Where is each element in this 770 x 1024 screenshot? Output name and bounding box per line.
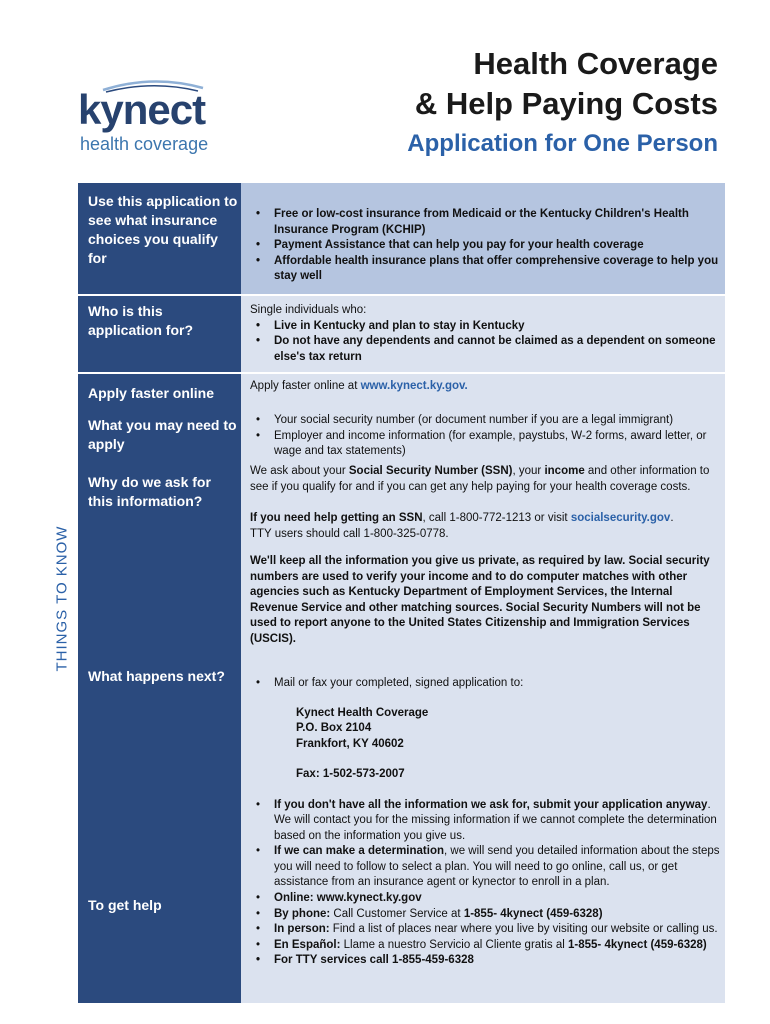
page-header bbox=[407, 44, 718, 158]
list-item: • Do not have any dependents and cannot be claimed as a dependent on someone else's tax return bbox=[250, 334, 722, 365]
use-list bbox=[250, 207, 722, 285]
kynect-link[interactable]: www.kynect.ky.gov. bbox=[360, 380, 468, 392]
next-block bbox=[250, 676, 722, 891]
who-block bbox=[250, 303, 722, 365]
list-item: • Affordable health insurance plans that offer comprehensive coverage to help you stay well bbox=[250, 254, 722, 285]
who-intro: Single individuals who: bbox=[250, 304, 367, 316]
side-label: THINGS TO KNOW bbox=[53, 525, 71, 672]
list-item: • Employer and income information (for example, paystubs, W-2 forms, award letter, or wage and tax statements) bbox=[250, 429, 722, 460]
why-paragraph-1: We ask about your Social Security Number (SSN), your income and other information to see if you qualify for and if you can get any help paying for your health coverage costs. bbox=[250, 465, 710, 493]
help-list bbox=[250, 891, 722, 969]
list-item: • If we can make a determination, we will send you detailed information about the steps you will need to follow to select a plan. You will need to go online, call us, or get assistance from an insurance agent or kynector to enroll in a plan. bbox=[250, 844, 722, 891]
logo-subtitle: health coverage bbox=[80, 134, 209, 154]
page-subtitle: Application for One Person bbox=[407, 130, 718, 157]
list-item: • Free or low-cost insurance from Medicaid or the Kentucky Children's Health Insurance Program (KCHIP) bbox=[250, 207, 722, 238]
label-need: What you may need to apply bbox=[88, 417, 237, 452]
list-item: • Your social security number (or document number if you are a legal immigrant) bbox=[250, 413, 722, 429]
socialsecurity-link[interactable]: socialsecurity.gov bbox=[570, 512, 671, 524]
list-item: • For TTY services call 1-855-459-6328 bbox=[250, 953, 722, 969]
logo-wordmark: kynect bbox=[78, 86, 206, 133]
list-item: • In person: Find a list of places near where you live by visiting our website or calling us. bbox=[250, 922, 722, 938]
divider bbox=[78, 294, 725, 296]
title-line-2: & Help Paying Costs bbox=[414, 86, 718, 121]
address-line: Frankfort, KY 40602 bbox=[296, 737, 404, 750]
fax-number: Fax: 1-502-573-2007 bbox=[296, 768, 405, 780]
label-use-application: Use this application to see what insurance choices you qualify for bbox=[88, 193, 238, 266]
label-next: What happens next? bbox=[88, 668, 225, 684]
label-who: Who is this application for? bbox=[88, 303, 193, 338]
label-help: To get help bbox=[88, 897, 162, 913]
list-item: • If you don't have all the information we ask for, submit your application anyway. We will contact you for the missing information if we cannot complete the determination based on the information you give us. bbox=[250, 798, 722, 845]
why-paragraph-2: If you need help getting an SSN, call 1-800-772-1213 or visit socialsecurity.gov. TTY users should call 1-800-325-0778. bbox=[250, 512, 674, 540]
divider bbox=[78, 372, 725, 374]
why-block bbox=[250, 464, 722, 653]
list-item: • Live in Kentucky and plan to stay in Kentucky bbox=[250, 319, 722, 335]
kynect-logo bbox=[78, 76, 228, 158]
title-line-1: Health Coverage bbox=[473, 46, 718, 81]
list-item: • En Español: Llame a nuestro Servicio al Cliente gratis al 1-855- 4kynect (459-6328) bbox=[250, 938, 722, 954]
list-item: • Online: www.kynect.ky.gov bbox=[250, 891, 722, 907]
list-item: • Mail or fax your completed, signed application to: bbox=[250, 676, 722, 692]
list-item: • Payment Assistance that can help you pay for your health coverage bbox=[250, 238, 722, 254]
why-paragraph-3: We'll keep all the information you give us private, as required by law. Social security numbers are used to verify your income and to do computer matches with other agencies such as Kentucky Department of Employment Services, the Internal Revenue Service and other matching sources. Social Security Numbers will not be used to report anyone to the United States Citizenship and Immigration Services (USCIS). bbox=[250, 555, 710, 645]
need-list bbox=[250, 413, 722, 460]
label-apply-online: Apply faster online bbox=[88, 385, 215, 401]
apply-block: Apply faster online at www.kynect.ky.gov. bbox=[250, 380, 468, 392]
address-line: Kynect Health Coverage bbox=[296, 706, 429, 719]
label-why: Why do we ask for this information? bbox=[88, 474, 211, 509]
address-line: P.O. Box 2104 bbox=[296, 722, 372, 734]
list-item: • By phone: Call Customer Service at 1-855- 4kynect (459-6328) bbox=[250, 907, 722, 923]
